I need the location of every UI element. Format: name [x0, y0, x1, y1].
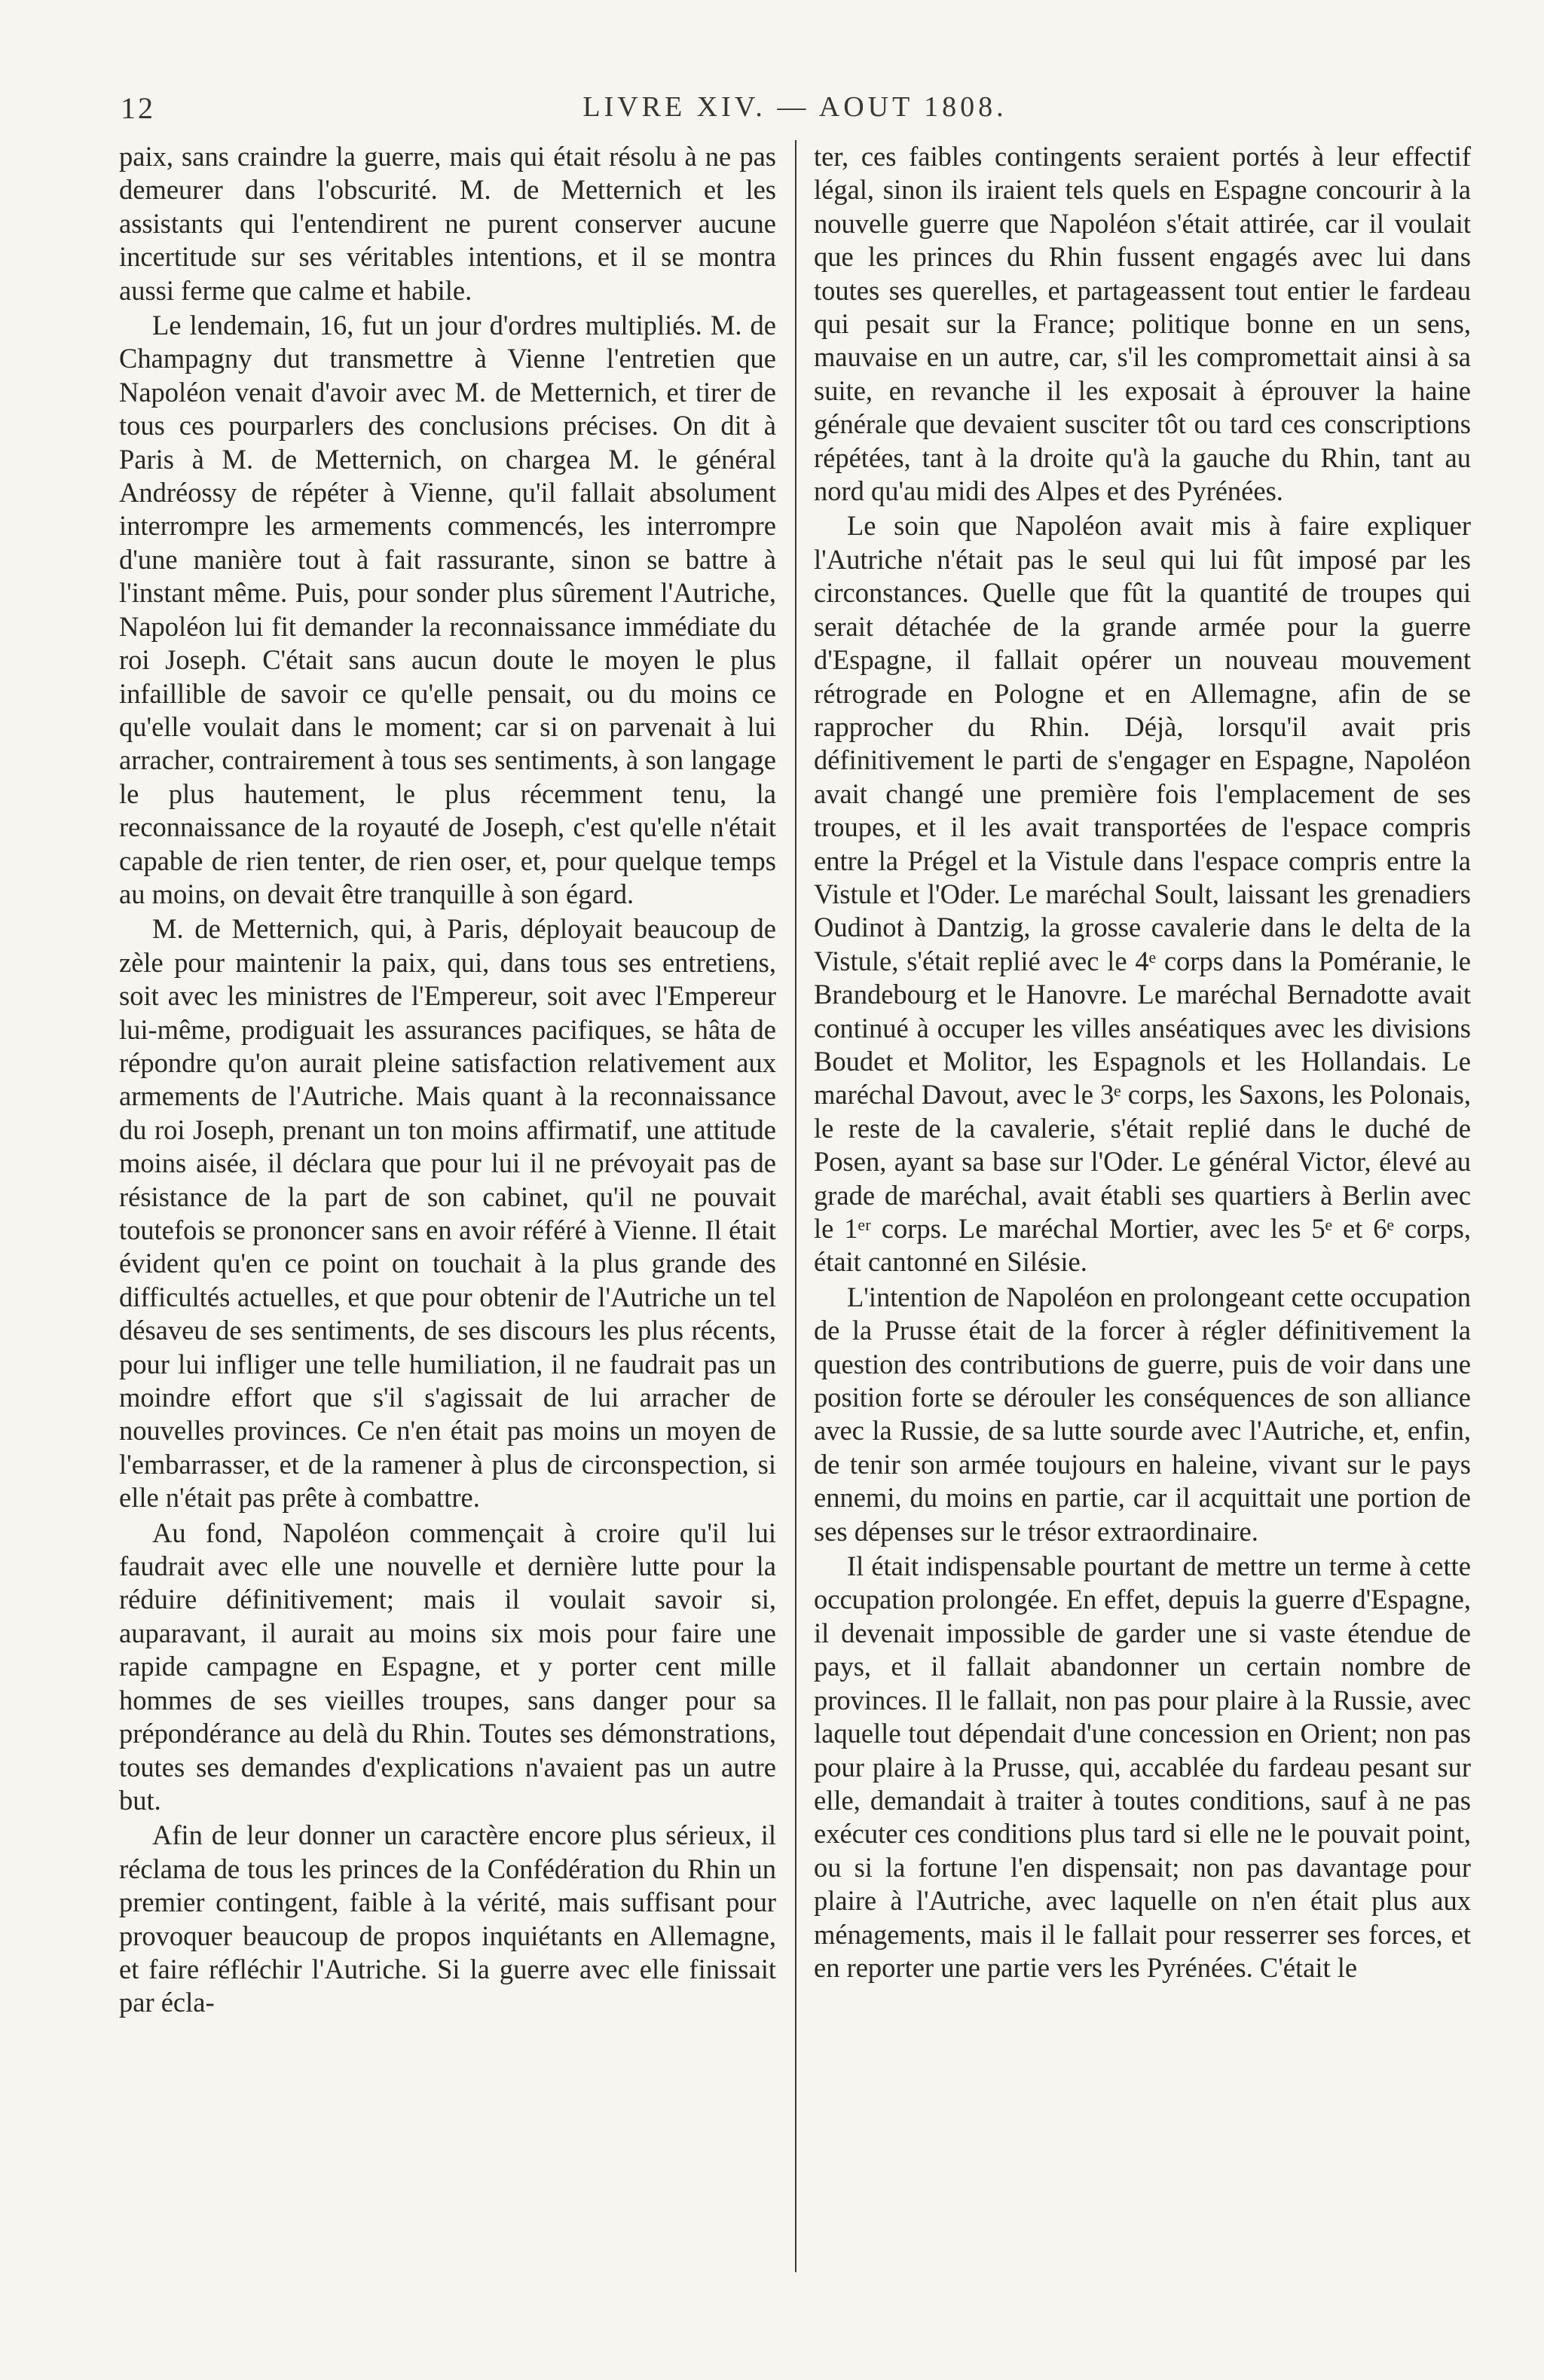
paragraph: ter, ces faibles contingents seraient portés à leur effectif légal, sinon ils iraient tels quels en Espagne concourir à la nouvelle guerre que Napoléon s'était attirée, car il voulait que les princes du Rhin fussent engagés avec lui dans toutes ses querelles, et partageassent tout entier le fardeau qui pesait sur la France; politique bonne en un sens, mauvaise en un autre, car, s'il les compromettait ainsi à sa suite, en revanche il les exposait à éprouver la haine générale que devaient susciter tôt ou tard ces conscriptions répétées, tant à la droite qu'à la gauche du Rhin, tant au nord qu'au midi des Alpes et des Pyrénées.	[814, 141, 1471, 507]
paragraph: Afin de leur donner un caractère encore plus sérieux, il réclama de tous les princes de la Confédération du Rhin un premier contingent, faible à la vérité, mais suffisant pour provoquer beaucoup de propos inquiétants en Allemagne, et faire réfléchir l'Autriche. Si la guerre avec elle finissait par écla-	[119, 1819, 776, 2018]
left-column	[119, 140, 776, 2020]
paragraph: Le soin que Napoléon avait mis à faire expliquer l'Autriche n'était pas le seul qui lui fût imposé par les circonstances. Quelle que fût la quantité de troupes qui serait détachée de la grande armée pour la guerre d'Espagne, il fallait opérer un nouveau mouvement rétrograde en Pologne et en Allemagne, afin de se rapprocher du Rhin. Déjà, lorsqu'il avait pris définitivement le parti de s'engager en Espagne, Napoléon avait changé une première fois l'emplacement de ses troupes, et il les avait transportées de l'espace compris entre la Prégel et la Vistule dans l'espace compris entre la Vistule et l'Oder. Le maréchal Soult, laissant les grenadiers Oudinot à Dantzig, la grosse cavalerie dans le delta de la Vistule, s'était replié avec le 4ᵉ corps dans la Poméranie, le Brandebourg et le Hanovre. Le maréchal Bernadotte avait continué à occuper les villes anséatiques avec les divisions Boudet et Molitor, les Espagnols et les Hollandais. Le maréchal Davout, avec le 3ᵉ corps, les Saxons, les Polonais, le reste de la cavalerie, s'était replié dans le duché de Posen, ayant sa base sur l'Oder. Le général Victor, élevé au grade de maréchal, avait établi ses quartiers à Berlin avec le 1ᵉʳ corps. Le maréchal Mortier, avec les 5ᵉ et 6ᵉ corps, était cantonné en Silésie.	[814, 510, 1471, 1278]
paragraph: M. de Metternich, qui, à Paris, déployait beaucoup de zèle pour maintenir la paix, qui, dans tous ses entretiens, soit avec les ministres de l'Empereur, soit avec l'Empereur lui-même, prodiguait les assurances pacifiques, se hâta de répondre qu'on aurait pleine satisfaction relativement aux armements de l'Autriche. Mais quant à la reconnaissance du roi Joseph, prenant un ton moins affirmatif, une attitude moins aisée, il déclara que pour lui il ne prévoyait pas de résistance de la part de son cabinet, qu'il ne pouvait toutefois se prononcer sans en avoir référé à Vienne. Il était évident qu'en ce point on touchait à la plus grande des difficultés actuelles, et que pour obtenir de l'Autriche un tel désaveu de ses sentiments, de ses discours les plus récents, pour lui infliger une telle humiliation, il ne faudrait pas un moindre effort que s'il s'agissait de lui arracher de nouvelles provinces. Ce n'en était pas moins un moyen de l'embarrasser, et de la ramener à plus de circonspection, si elle n'était pas prête à combattre.	[119, 913, 776, 1514]
page-header	[121, 90, 1469, 136]
right-column	[814, 140, 1471, 1984]
running-head: LIVRE XIV. — AOUT 1808.	[582, 91, 1007, 123]
paragraph: Le lendemain, 16, fut un jour d'ordres multipliés. M. de Champagny dut transmettre à Vienne l'entretien que Napoléon venait d'avoir avec M. de Metternich, et tirer de tous ces pourparlers des conclusions précises. On dit à Paris à M. de Metternich, on chargea M. le général Andréossy de répéter à Vienne, qu'il fallait absolument interrompre les armements commencés, les interrompre d'une manière tout à fait rassurante, sinon se battre à l'instant même. Puis, pour sonder plus sûrement l'Autriche, Napoléon lui fit demander la reconnaissance immédiate du roi Joseph. C'était sans aucun doute le moyen le plus infaillible de savoir ce qu'elle pensait, ou du moins ce qu'elle voulait dans le moment; car si on parvenait à lui arracher, contrairement à tous ses sentiments, à son langage le plus hautement, le plus récemment tenu, la reconnaissance de la royauté de Joseph, c'est qu'elle n'était capable de rien tenter, de rien oser, et, pour quelque temps au moins, on devait être tranquille à son égard.	[119, 310, 776, 909]
paragraph: paix, sans craindre la guerre, mais qui était résolu à ne pas demeurer dans l'obscurité. M. de Metternich et les assistants qui l'entendirent ne purent conserver aucune incertitude sur ses véritables intentions, et il se montra aussi ferme que calme et habile.	[119, 141, 776, 306]
paragraph: Il était indispensable pourtant de mettre un terme à cette occupation prolongée. En effet, depuis la guerre d'Espagne, il devenait impossible de garder une si vaste étendue de pays, et il fallait abandonner un certain nombre de provinces. Il le fallait, non pas pour plaire à la Russie, avec laquelle tout dépendait d'une concession en Orient; non pas pour plaire à la Prusse, qui, accablée du fardeau pesant sur elle, demandait à traiter à toutes conditions, sauf à ne pas exécuter ces conditions plus tard si elle ne le pouvait point, ou si la fortune l'en dispensait; non pas davantage pour plaire à l'Autriche, avec laquelle on n'en était plus aux ménagements, mais il le fallait pour resserrer ses forces, et en reporter une partie vers les Pyrénées. C'était le	[814, 1551, 1471, 1983]
paragraph: Au fond, Napoléon commençait à croire qu'il lui faudrait avec elle une nouvelle et dernière lutte pour la réduire définitivement; mais il voulait savoir si, auparavant, il aurait au moins six mois pour faire une rapide campagne en Espagne, et y porter cent mille hommes de ses vieilles troupes, sans danger pour sa prépondérance au delà du Rhin. Toutes ses démonstrations, toutes ses demandes d'explications n'avaient pas un autre but.	[119, 1517, 776, 1816]
column-divider	[795, 140, 796, 2272]
page-number: 12	[121, 91, 155, 125]
paragraph: L'intention de Napoléon en prolongeant cette occupation de la Prusse était de la forcer à régler définitivement la question des contributions de guerre, puis de voir dans une position forte se dérouler les conséquences de son alliance avec la Russie, de sa lutte sourde avec l'Autriche, et, enfin, de tenir son armée toujours en haleine, vivant sur le pays ennemi, du moins en partie, car il acquittait une portion de ses dépenses sur le trésor extraordinaire.	[814, 1281, 1471, 1547]
